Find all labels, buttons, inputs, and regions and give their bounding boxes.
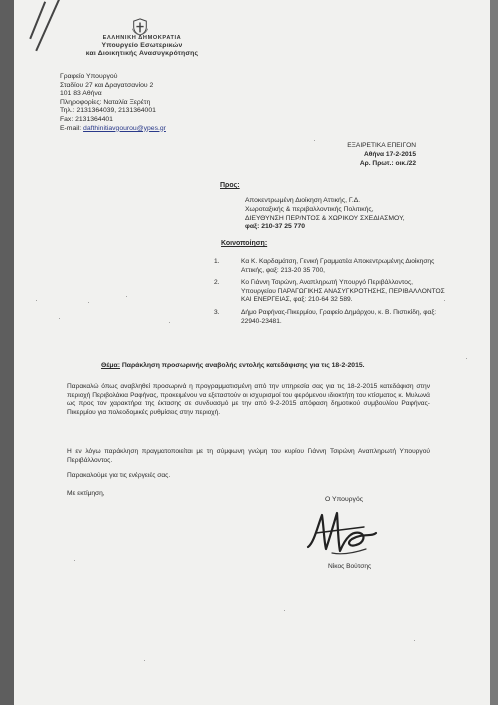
closing-line: Με εκτίμηση, <box>67 490 105 497</box>
signatory-title: Ο Υπουργός <box>325 496 363 503</box>
cc-item-number: 3. <box>214 308 220 316</box>
cc-list-item <box>214 309 446 326</box>
scan-speck <box>466 358 467 359</box>
scan-speck <box>144 660 145 661</box>
cc-item-text: Κο Γιάννη Τσιρώνη, Αναπληρωτή Υπουργό Περιβάλλοντος, Υπουργείου ΠΑΡΑΓΩΓΙΚΗΣ ΑΝΑΣΥΓΚΡΟΤΗΣΗΣ, ΠΕΡΙΒΑΛΛΟΝΤΟΣ ΚΑΙ ΕΝΕΡΓΕΙΑΣ, φαξ: 210-64 32 589. <box>241 279 445 304</box>
body-paragraph: Παρακαλώ όπως αναβληθεί προσωρινά η προγραμματισμένη από την υπηρεσία σας για τις 18-2-2015 κατεδάφιση στην περιοχή Περιβολάκια Ραφήνας, προκειμένου να εξεταστούν οι ισχυρισμοί του φερόμενου ιδιοκτήτη του κτίσματος κ. Μυλωνά ως προς τον χαρακτήρα της έκτασης σε συνδυασμό με την από 9-2-2015 απόφαση δημοτικού συμβουλίου Ραφήνας-Πικερμίου για πολεοδομικές ρυθμίσεις στην περιοχή. <box>67 383 430 417</box>
cc-item-text: Δήμο Ραφήνας-Πικερμίου, Γραφείο Δημάρχου, κ. Β. Πιστικίδη, φαξ: 22940-23481. <box>241 308 437 325</box>
sender-email <box>60 125 166 134</box>
email-link[interactable]: dafthinitiavgourou@ypes.gr <box>83 124 166 132</box>
cc-list-item <box>214 258 446 275</box>
recipient-address <box>245 197 445 232</box>
cc-item-number: 2. <box>214 279 220 287</box>
scan-speck <box>59 318 60 319</box>
scan-speck <box>314 140 315 141</box>
cc-item-number: 1. <box>214 258 220 265</box>
scan-speck <box>36 300 37 301</box>
recipient-line: ΔΙΕΥΘΥΝΣΗ ΠΕΡ/ΝΤΟΣ & ΧΩΡΙΚΟΥ ΣΧΕΔΙΑΣΜΟΥ, <box>245 214 405 222</box>
scan-speck <box>88 302 89 303</box>
urgency-label: ΕΞΑΙΡΕΤΙΚΑ ΕΠΕΙΓΟΝ <box>347 142 416 149</box>
subject-text: Παράκληση προσωρινής αναβολής εντολής κατεδάφισης για τις 18-2-2015. <box>121 362 365 369</box>
ministry-header <box>58 34 226 59</box>
ministry-name: Υπουργείο Εσωτερικών <box>101 42 183 50</box>
sender-address-line: Σταδίου 27 και Δραγατσανίου 2 <box>60 81 154 89</box>
email-label: E-mail: <box>60 124 82 132</box>
recipient-line: Αποκεντρωμένη Διοίκηση Αττικής, Γ.Δ. <box>245 197 361 204</box>
subject-line <box>101 362 365 369</box>
sender-fax: Fax: 2131364401 <box>60 115 113 123</box>
body-paragraph: Παρακαλούμε για τις ενέργειές σας. <box>67 472 171 479</box>
sender-office: Γραφείο Υπουργού <box>60 73 118 80</box>
cc-list-item <box>214 279 446 305</box>
subject-label: Θέμα: <box>101 362 120 369</box>
letter-page <box>14 0 490 705</box>
sender-info: Πληροφορίες: Ναταλία Ξερέτη <box>60 98 151 106</box>
sender-contact-block <box>60 73 166 133</box>
cc-list <box>214 258 446 330</box>
body-paragraph: Η εν λόγω παράκληση πραγματοποιείται με τη σύμφωνη γνώμη του κυρίου Γιάννη Τσιρώνη Αναπληρωτή Υπουργού Περιβάλλοντος. <box>67 448 430 464</box>
scan-speck <box>74 560 75 561</box>
signatory-name: Νίκος Βούτσης <box>328 563 372 570</box>
scan-left-edge <box>0 0 14 705</box>
ministry-name-2: και Διοικητικής Ανασυγκρότησης <box>85 50 199 58</box>
cc-label: Κοινοποίηση: <box>221 240 268 247</box>
scan-right-edge <box>490 0 498 705</box>
republic-label: ΕΛΛΗΝΙΚΗ ΔΗΜΟΚΡΑΤΙΑ <box>102 35 182 41</box>
priority-block <box>344 141 416 169</box>
scan-speck <box>169 322 170 323</box>
handwritten-signature <box>302 503 382 561</box>
sender-address-postcode: 101 83 Αθήνα <box>60 90 102 98</box>
scan-artifact-line <box>35 0 60 51</box>
scan-speck <box>284 610 285 611</box>
scan-speck <box>414 640 415 641</box>
scan-speck <box>126 296 127 297</box>
recipient-line: Χωροταξικής & περιβαλλοντικής Πολιτικής, <box>245 205 374 213</box>
recipient-line: φαξ: 210-37 25 770 <box>245 223 306 231</box>
sender-tel: Τηλ.: 2131364039, 2131364001 <box>60 107 156 115</box>
recipient-label: Προς: <box>220 182 240 189</box>
protocol-number: Αρ. Πρωτ.: οικ./22 <box>359 160 416 168</box>
cc-item-text: Κα Κ. Καρδαμάτση, Γενική Γραμματέα Αποκεντρωμένης Διοίκησης Αττικής, φαξ: 213-20 35 700, <box>241 258 435 274</box>
letter-date: Αθήνα 17-2-2015 <box>364 151 416 159</box>
